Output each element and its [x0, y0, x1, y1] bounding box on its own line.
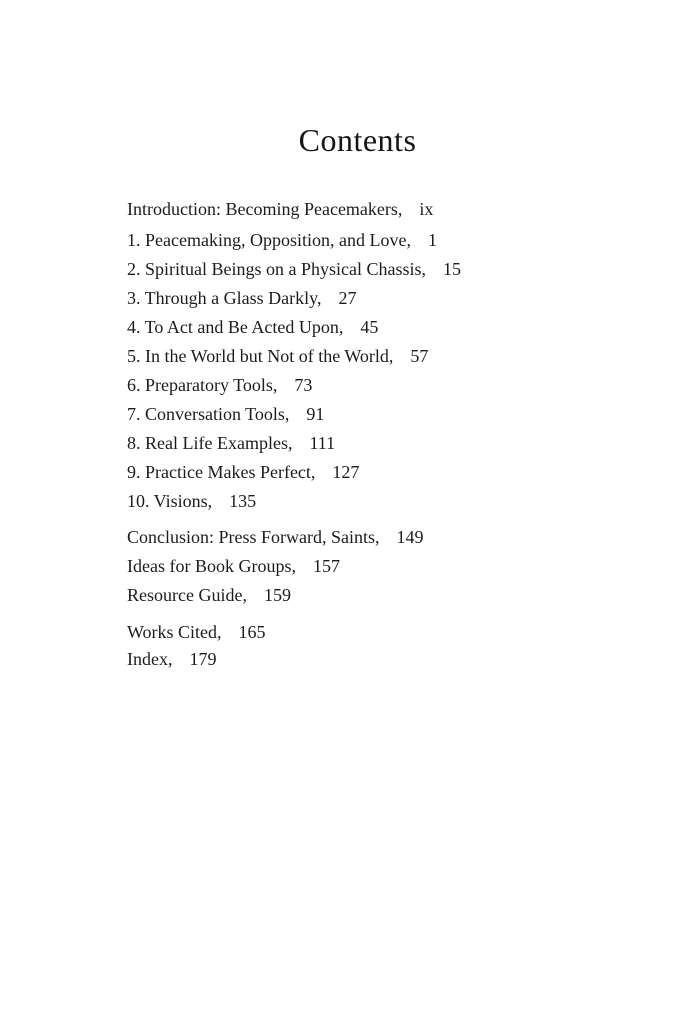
toc-entry — [127, 552, 588, 581]
toc-entry — [127, 581, 588, 610]
toc-entry — [127, 342, 588, 371]
toc-group-chapters — [127, 226, 588, 516]
toc-entry-label: 8. Real Life Examples, — [127, 433, 293, 453]
toc-entry-label: 1. Peacemaking, Opposition, and Love, — [127, 230, 411, 250]
toc-entry-page: ix — [419, 199, 434, 219]
toc-entry — [127, 429, 588, 458]
toc-entry-label: 2. Spiritual Beings on a Physical Chassis, — [127, 259, 426, 279]
toc-entry-page: 157 — [312, 556, 340, 576]
toc-entry-label: Introduction: Becoming Peacemakers, — [127, 199, 403, 219]
toc-entry — [127, 487, 588, 516]
toc-entry-page: 73 — [294, 375, 313, 395]
toc-entry-page: 1 — [427, 230, 437, 250]
toc-group-closing — [127, 523, 588, 610]
toc-entry-label: 5. In the World but Not of the World, — [127, 346, 394, 366]
toc-entry-page: 165 — [238, 622, 266, 642]
toc-entry — [127, 619, 588, 646]
toc-entry — [127, 400, 588, 429]
toc-entry-page: 135 — [229, 491, 257, 511]
toc-entry — [127, 646, 588, 673]
toc-entry-label: 4. To Act and Be Acted Upon, — [127, 317, 344, 337]
toc-entry-page: 15 — [443, 259, 461, 279]
toc-entry-label: 3. Through a Glass Darkly, — [127, 288, 322, 308]
toc-entry-page: 149 — [396, 527, 424, 547]
toc-entry-label: Index, — [127, 649, 173, 669]
toc-entry-label: 9. Practice Makes Perfect, — [127, 462, 316, 482]
toc-entry-page: 27 — [338, 288, 357, 308]
toc-entry-label: Conclusion: Press Forward, Saints, — [127, 527, 380, 547]
toc-entry — [127, 284, 588, 313]
toc-entry-page: 159 — [263, 585, 291, 605]
toc-entry — [127, 226, 588, 255]
toc-entry-page: 91 — [306, 404, 325, 424]
toc-entry-page: 45 — [360, 317, 379, 337]
toc-entry-label: 7. Conversation Tools, — [127, 404, 290, 424]
toc-entry — [127, 371, 588, 400]
toc-entry-label: 10. Visions, — [127, 491, 213, 511]
table-of-contents — [127, 195, 588, 673]
toc-group-backmatter — [127, 619, 588, 673]
page-title: Contents — [298, 122, 417, 158]
toc-entry-label: Works Cited, — [127, 622, 222, 642]
toc-entry-page: 179 — [189, 649, 217, 669]
toc-entry — [127, 195, 588, 224]
toc-entry — [127, 458, 588, 487]
toc-entry-label: Ideas for Book Groups, — [127, 556, 296, 576]
toc-entry-page: 57 — [410, 346, 429, 366]
toc-group-front — [127, 195, 588, 224]
toc-entry-page: 111 — [309, 433, 336, 453]
toc-entry — [127, 523, 588, 552]
toc-entry-page: 127 — [332, 462, 360, 482]
toc-content — [127, 122, 588, 673]
toc-entry — [127, 313, 588, 342]
toc-entry-label: Resource Guide, — [127, 585, 247, 605]
toc-entry-label: 6. Preparatory Tools, — [127, 375, 278, 395]
toc-entry — [127, 255, 588, 284]
